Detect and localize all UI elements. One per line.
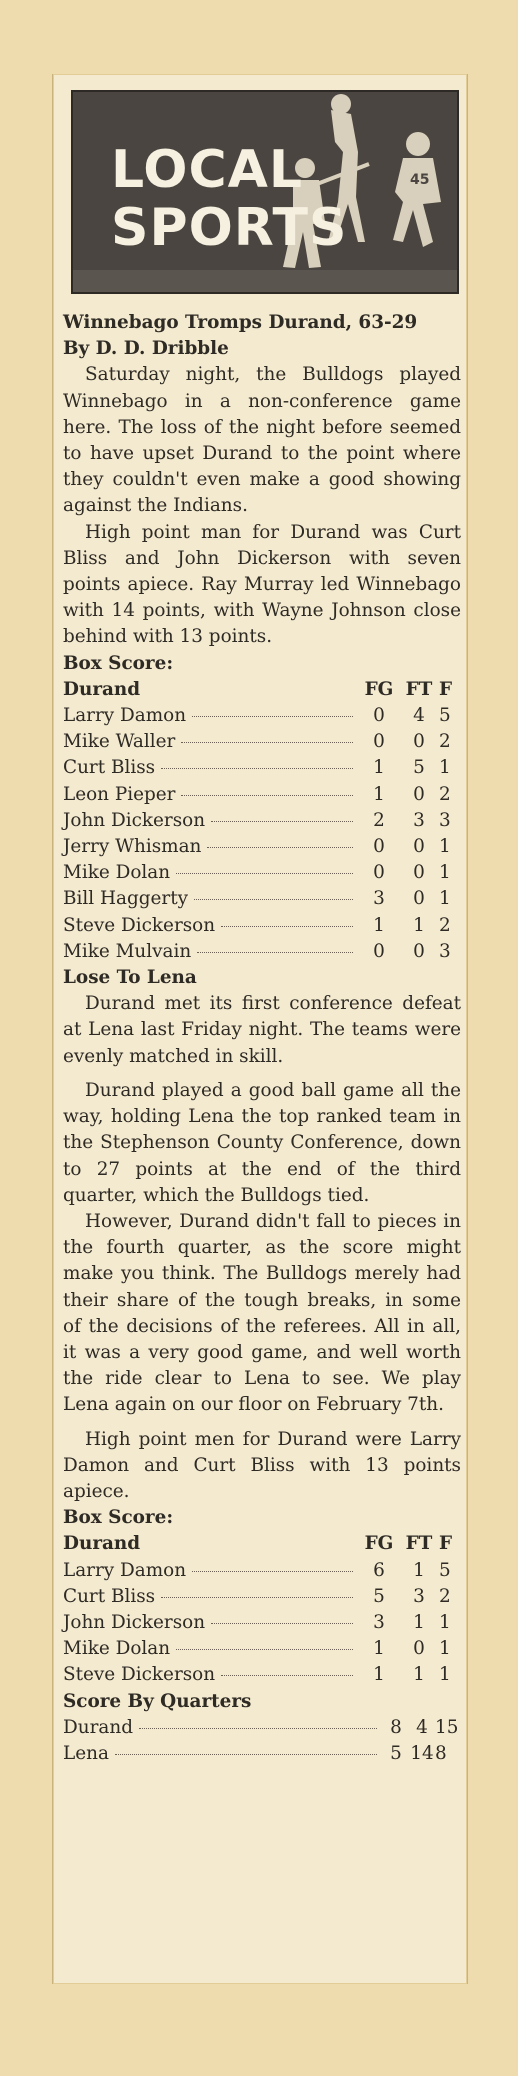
stat-cell: 5 (439, 1559, 451, 1581)
stat-cell: 1 (439, 1664, 451, 1686)
stat-cell: 1 (373, 1664, 385, 1686)
dot-leader (211, 1623, 353, 1624)
stat-cell: 0 (413, 783, 425, 805)
player-name: Jerry Whisman (63, 836, 202, 858)
stat-cell: 1 (413, 1611, 425, 1633)
stat-cell: 3 (373, 1611, 385, 1633)
banner-local: LOCAL (111, 140, 304, 200)
article-body (63, 310, 461, 1767)
player-name: Larry Damon (63, 705, 187, 727)
stat-cell: 0 (413, 940, 425, 962)
stat-cell: 15 (435, 1716, 459, 1738)
dot-leader (161, 768, 353, 769)
stat-cell: 2 (373, 809, 385, 831)
stat-cell: 2 (439, 783, 451, 805)
stat-cell: 1 (439, 862, 451, 884)
stat-cell: 1 (413, 1664, 425, 1686)
table-row (63, 860, 461, 886)
stat-cell: 1 (413, 1559, 425, 1581)
player-name: Steve Dickerson (63, 914, 216, 936)
player-name: Mike Dolan (63, 862, 171, 884)
stat-cell: 5 (413, 757, 425, 779)
stat-cell: 8 (390, 1716, 402, 1738)
newspaper-clipping (52, 74, 468, 1984)
table-row (63, 729, 461, 755)
player-name: Bill Haggerty (63, 888, 189, 910)
dot-leader (161, 1597, 353, 1598)
stat-cell: 5 (373, 1585, 385, 1607)
dot-leader (192, 1571, 353, 1572)
table-row (63, 1584, 461, 1610)
player-name: John Dickerson (63, 1611, 206, 1633)
stat-cell: 3 (413, 809, 425, 831)
stat-cell: 3 (439, 940, 451, 962)
stat-cell: 2 (439, 914, 451, 936)
paragraph: However, Durand didn't fall to pieces in the fourth quarter, as the score might make you think. The Bulldogs merely had their share of the tough breaks, in some of the decisions of the referees. All in all, it was a very good game, and well worth the ride clear to Lena to see. We play Lena again on our floor on February 7th. (63, 1210, 461, 1416)
paragraph: High point men for Durand were Larry Damon and Curt Bliss with 13 points apiece. (63, 1428, 461, 1502)
quarter-row (63, 1715, 461, 1741)
dot-leader (192, 716, 353, 717)
table-row (63, 939, 461, 965)
paragraph: Saturday night, the Bulldogs played Winnebago in a non-conference game here. The loss of the night before seemed to have upset Durand to the point where they couldn't even make a good showing against the Indians. (63, 364, 461, 517)
stat-cell: 0 (413, 888, 425, 910)
stat-cell: 0 (413, 1638, 425, 1660)
dot-leader (221, 926, 353, 927)
stat-cell: 0 (373, 836, 385, 858)
stat-cell: 3 (373, 888, 385, 910)
stat-cell: 1 (373, 914, 385, 936)
dot-leader (115, 1754, 377, 1755)
stat-cell: 3 (413, 1585, 425, 1607)
box-score-label: Box Score: (63, 652, 174, 674)
stat-cell: 1 (439, 1638, 451, 1660)
stat-cell: 1 (413, 914, 425, 936)
stat-cell: 3 (439, 809, 451, 831)
stat-cell: 6 (373, 1559, 385, 1581)
stat-cell: 0 (373, 862, 385, 884)
dot-leader (139, 1728, 377, 1729)
dot-leader (176, 1649, 353, 1650)
box-score-table (63, 1558, 461, 1689)
stat-cell: 5 (390, 1742, 402, 1764)
stat-cell: 2 (439, 731, 451, 753)
stat-cell: 0 (373, 705, 385, 727)
dot-leader (211, 821, 353, 822)
stat-cell: 0 (413, 731, 425, 753)
box-score-header: Durand FG FT F (63, 678, 453, 700)
banner-sports: SPORTS (111, 198, 348, 258)
player-name: Steve Dickerson (63, 1664, 216, 1686)
stat-cell: 0 (413, 836, 425, 858)
player-name: Lena (63, 1742, 109, 1764)
stat-cell: 2 (439, 1585, 451, 1607)
stat-cell: 14 (410, 1742, 434, 1764)
dot-leader (197, 952, 353, 953)
table-row (63, 1662, 461, 1688)
stat-cell: 0 (373, 940, 385, 962)
table-row (63, 755, 461, 781)
player-name: Mike Mulvain (63, 940, 192, 962)
table-row (63, 834, 461, 860)
table-row (63, 808, 461, 834)
stat-cell: 4 (413, 705, 425, 727)
box-score-header: Durand FG FT F (63, 1533, 453, 1555)
stat-cell: 1 (439, 1611, 451, 1633)
table-row (63, 1558, 461, 1584)
article-byline: By D. D. Dribble (63, 338, 229, 360)
score-by-quarters-table (63, 1715, 461, 1767)
table-row (63, 782, 461, 808)
player-name: Durand (63, 1716, 133, 1738)
stat-cell: 8 (435, 1742, 447, 1764)
dot-leader (221, 1675, 353, 1676)
box-score-label: Box Score: (63, 1507, 174, 1529)
stat-cell: 1 (439, 888, 451, 910)
stat-cell: 0 (373, 731, 385, 753)
dot-leader (181, 795, 353, 796)
dot-leader (194, 899, 353, 900)
stat-cell: 1 (439, 836, 451, 858)
player-name: Curt Bliss (63, 757, 156, 779)
dot-leader (207, 847, 353, 848)
player-name: Mike Dolan (63, 1638, 171, 1660)
player-name: Larry Damon (63, 1559, 187, 1581)
table-row (63, 886, 461, 912)
stat-cell: 1 (373, 757, 385, 779)
paragraph: High point man for Durand was Curt Bliss and John Dickerson with seven points apiece. Ray Murray led Winnebago with 14 points, with Wayne Johnson close behind with 13 points. (63, 521, 461, 648)
article-title: Winnebago Tromps Durand, 63-29 (63, 312, 418, 333)
table-row (63, 703, 461, 729)
dot-leader (181, 742, 353, 743)
table-row (63, 913, 461, 939)
svg-text:45: 45 (410, 172, 430, 188)
box-score-table (63, 703, 461, 965)
quarter-row (63, 1741, 461, 1767)
stat-cell: 1 (373, 783, 385, 805)
stat-cell: 1 (373, 1638, 385, 1660)
stat-cell: 1 (439, 757, 451, 779)
table-row (63, 1610, 461, 1636)
player-name: John Dickerson (63, 809, 206, 831)
dot-leader (176, 873, 353, 874)
player-name: Curt Bliss (63, 1585, 156, 1607)
paragraph: Durand met its first conference defeat at Lena last Friday night. The teams were evenly matched in skill. (63, 993, 461, 1067)
stat-cell: 0 (413, 862, 425, 884)
local-sports-banner (71, 90, 459, 294)
player-name: Leon Pieper (63, 783, 176, 805)
stat-cell: 5 (439, 705, 451, 727)
quarters-label: Score By Quarters (63, 1690, 252, 1712)
article-title: Lose To Lena (63, 967, 197, 989)
paragraph: Durand played a good ball game all the way, holding Lena the top ranked team in the Stephenson County Conference, down to 27 points at the end of the third quarter, which the Bulldogs tied. (63, 1079, 461, 1206)
stat-cell: 4 (416, 1716, 428, 1738)
table-row (63, 1636, 461, 1662)
player-name: Mike Waller (63, 731, 176, 753)
